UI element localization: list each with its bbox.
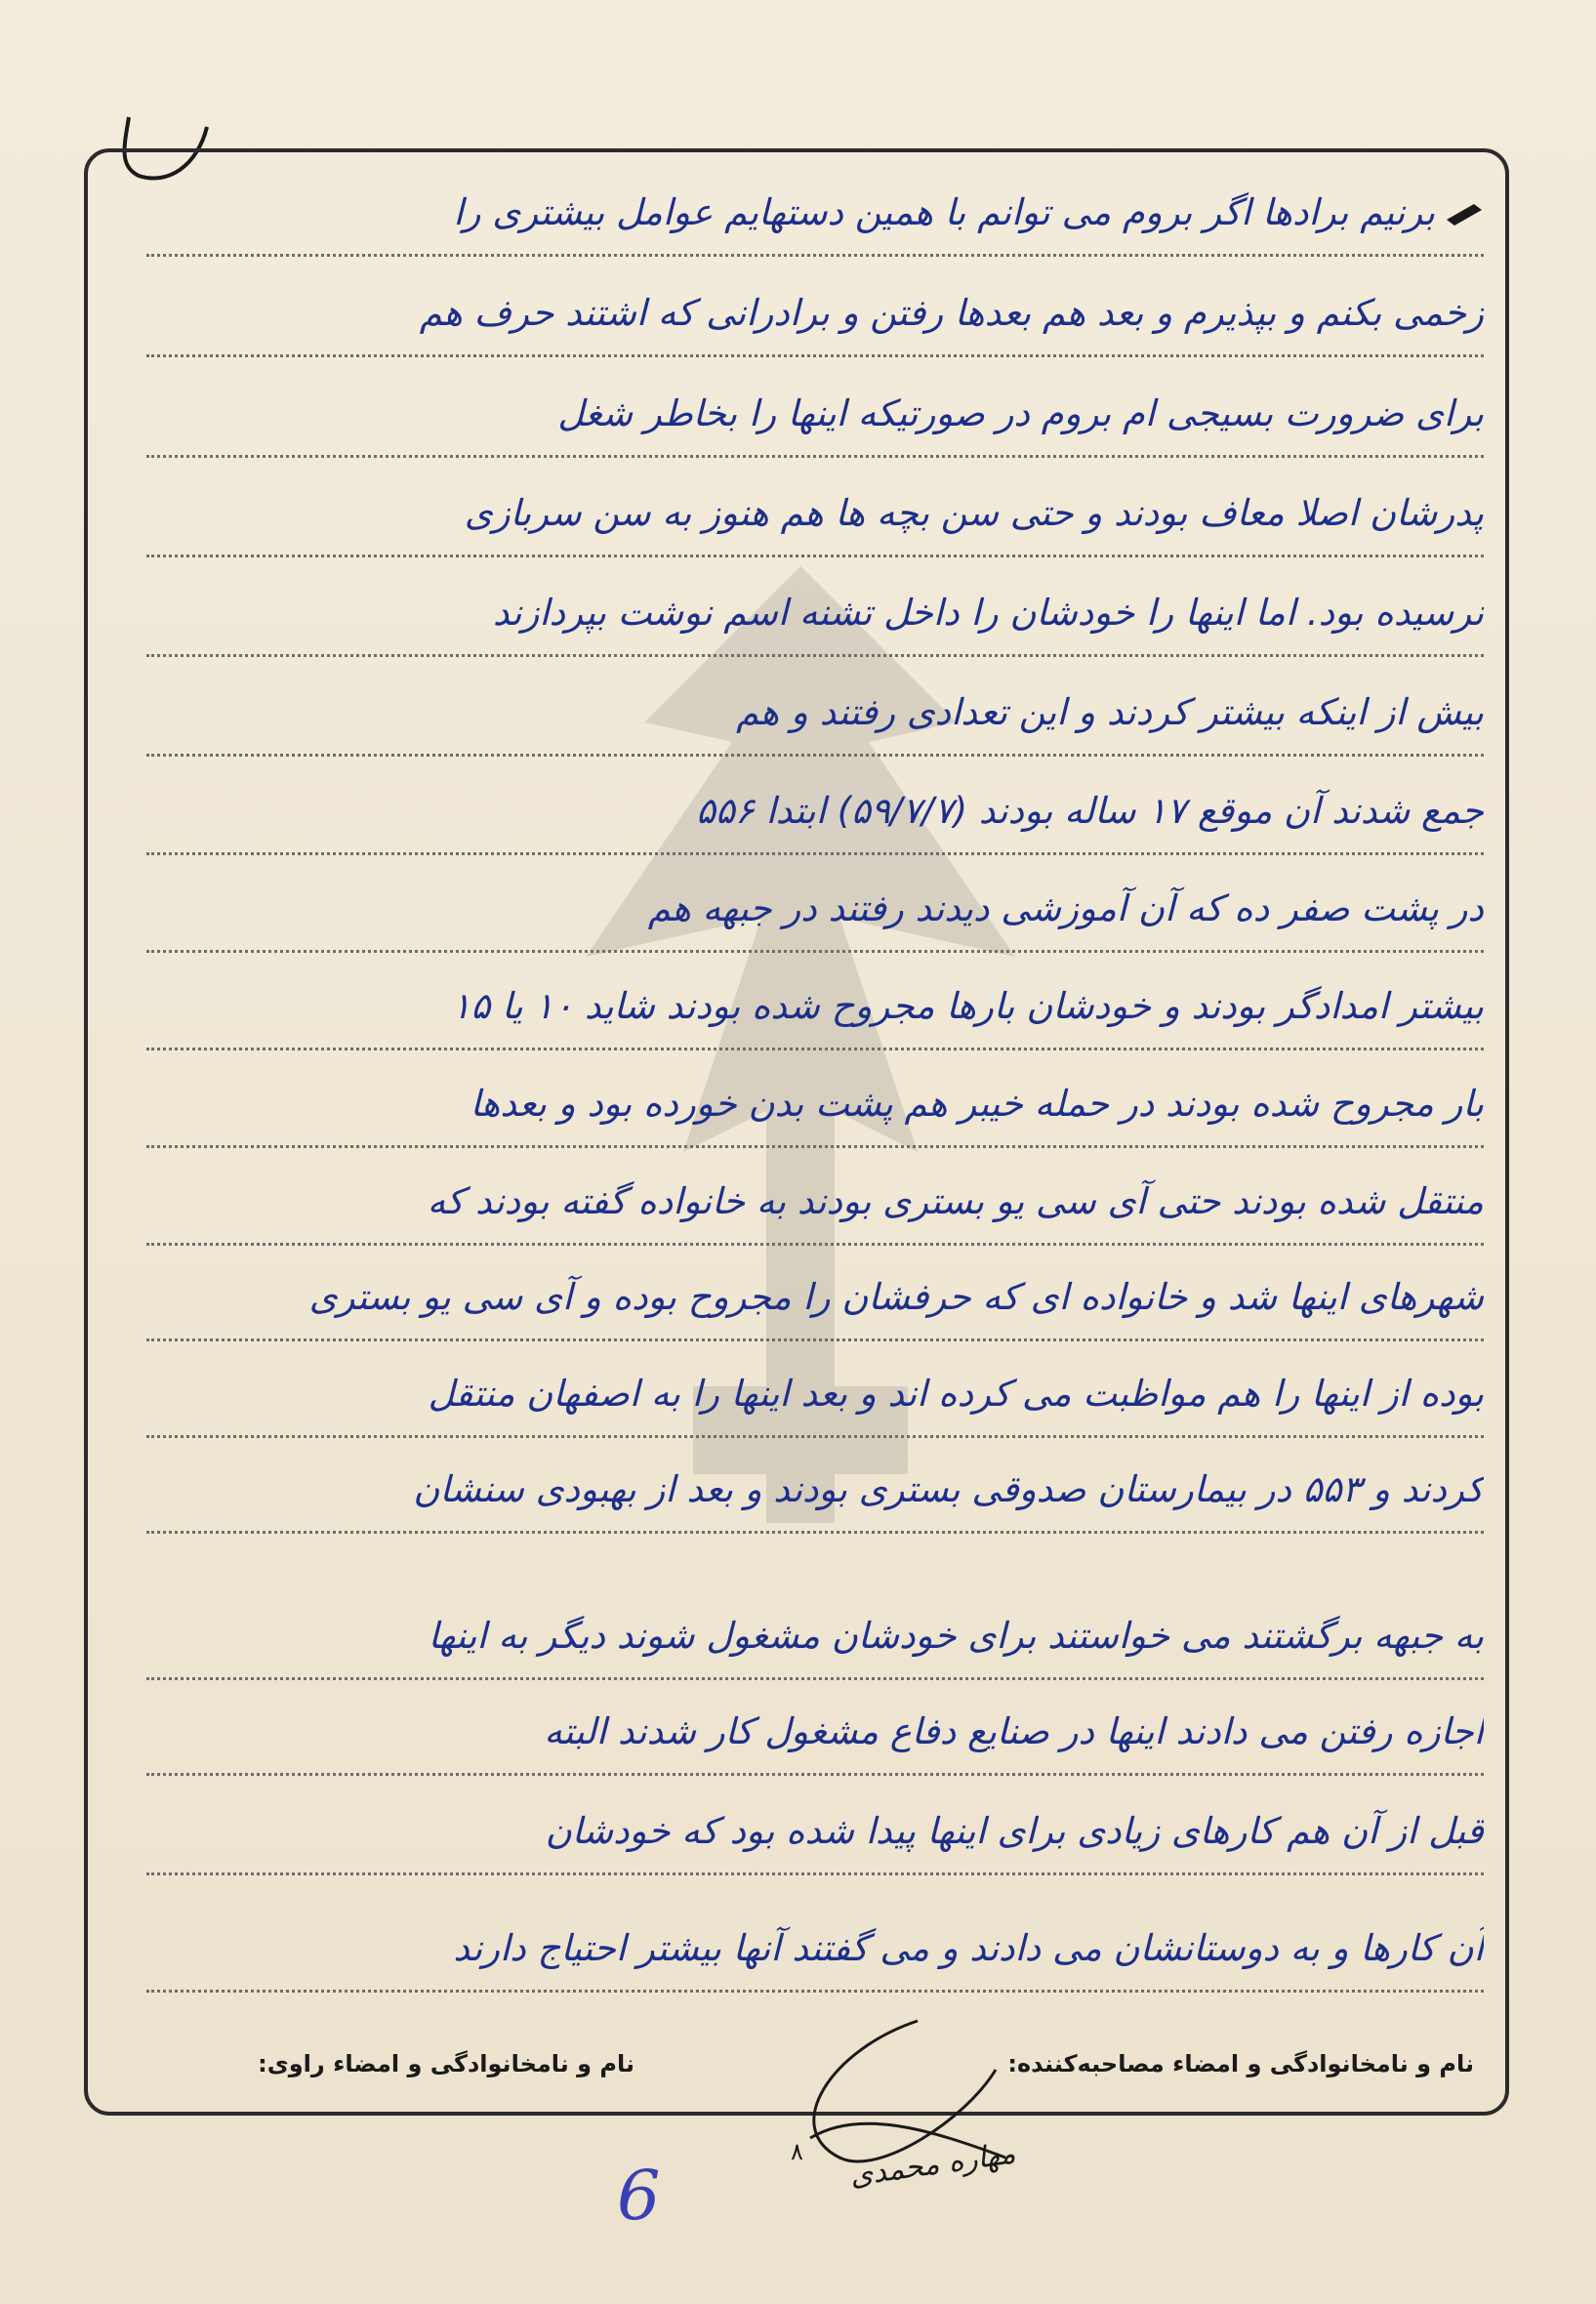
handwritten-line: اجازه رفتن می دادند اینها در صنایع دفاع مشغول کار شدند البته — [146, 1697, 1484, 1776]
handwritten-line: قبل از آن هم کارهای زیادی برای اینها پیدا شده بود که خودشان — [146, 1796, 1484, 1875]
handwritten-text-block — [146, 0, 1484, 2050]
handwritten-line: آن کارها و به دوستانشان می دادند و می گفتند آنها بیشتر احتیاج دارند — [146, 1913, 1484, 1993]
handwritten-line — [146, 178, 1484, 257]
handwritten-line: شهرهای اینها شد و خانواده ای که حرفشان را مجروح بوده و آی سی یو بستری — [146, 1262, 1484, 1341]
handwritten-line: کردند و ۵۵۳ در بیمارستان صدوقی بستری بودند و بعد از بهبودی سنشان — [146, 1455, 1484, 1534]
handwritten-line: بار مجروح شده بودند در حمله خیبر هم پشت بدن خورده بود و بعدها — [146, 1069, 1484, 1148]
handwritten-line: برای ضرورت بسیجی ام بروم در صورتیکه اینها را بخاطر شغل — [146, 379, 1484, 458]
handwritten-line: بیش از اینکه بیشتر کردند و این تعدادی رفتند و هم — [146, 678, 1484, 757]
handwritten-line: به جبهه برگشتند می خواستند برای خودشان مشغول شوند دیگر به اینها — [146, 1601, 1484, 1680]
handwritten-line: در پشت صفر ده که آن آموزشی دیدند رفتند در جبهه هم — [146, 874, 1484, 953]
line-text: برنیم برادها اگر بروم می توانم با همین دستهایم عوامل بیشتری را — [453, 191, 1435, 233]
interviewer-signature-label: نام و نامخانوادگی و امضاء مصاحبه‌کننده: — [1007, 2050, 1474, 2078]
signature-name: مهاره محمدی — [847, 2136, 1018, 2194]
handwritten-line: پدرشان اصلا معاف بودند و حتی سن بچه ها هم هنوز به سن سربازی — [146, 478, 1484, 557]
page-number: 6 — [617, 2156, 661, 2236]
handwritten-line: زخمی بکنم و بپذیرم و بعد هم بعدها رفتن و برادرانی که اشتند حرف هم — [146, 278, 1484, 357]
handwritten-line: منتقل شده بودند حتی آی سی یو بستری بودند به خانواده گفته بودند که — [146, 1167, 1484, 1246]
handwritten-line: جمع شدند آن موقع ۱۷ ساله بودند (۵۹/۷/۷) ابتدا ۵۵۶ — [146, 776, 1484, 855]
narrator-signature-label: نام و نامخانوادگی و امضاء راوی: — [258, 2050, 634, 2078]
handwritten-line: بیشتر امدادگر بودند و خودشان بارها مجروح شده بودند شاید ۱۰ یا ۱۵ — [146, 971, 1484, 1050]
pen-icon — [1445, 200, 1484, 229]
signature-number: ۸ — [791, 2138, 803, 2165]
handwritten-line: نرسیده بود. اما اینها را خودشان را داخل تشنه اسم نوشت بپردازند — [146, 578, 1484, 657]
handwritten-line: بوده از اینها را هم مواظبت می کرده اند و بعد اینها را به اصفهان منتقل — [146, 1359, 1484, 1438]
